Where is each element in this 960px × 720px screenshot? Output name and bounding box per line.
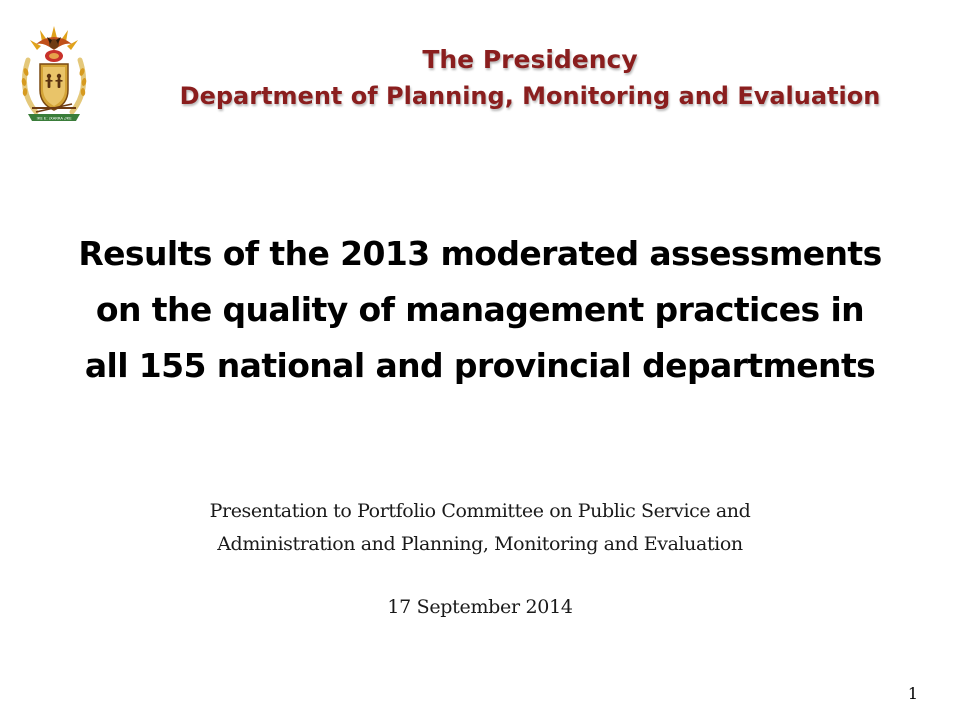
presentation-title [20,226,940,394]
title-line-1: Results of the 2013 moderated assessments [78,234,882,273]
slide-header [100,44,960,114]
header-organization: The Presidency [422,45,638,74]
subtitle-line-2: Administration and Planning, Monitoring and Evaluation [217,533,743,555]
subtitle-line-1: Presentation to Portfolio Committee on Public Service and [209,500,751,522]
title-line-2: on the quality of management practices in [95,290,865,329]
presentation-subtitle [40,495,920,561]
logo-motto: !KE E: /XARRA //KE [36,115,72,121]
header-department: Department of Planning, Monitoring and Evaluation [179,82,881,110]
presentation-date: 17 September 2014 [387,596,573,618]
title-line-3: all 155 national and provincial departments [84,346,876,385]
slide-number: 1 [907,684,918,703]
coat-of-arms-icon [14,20,94,126]
